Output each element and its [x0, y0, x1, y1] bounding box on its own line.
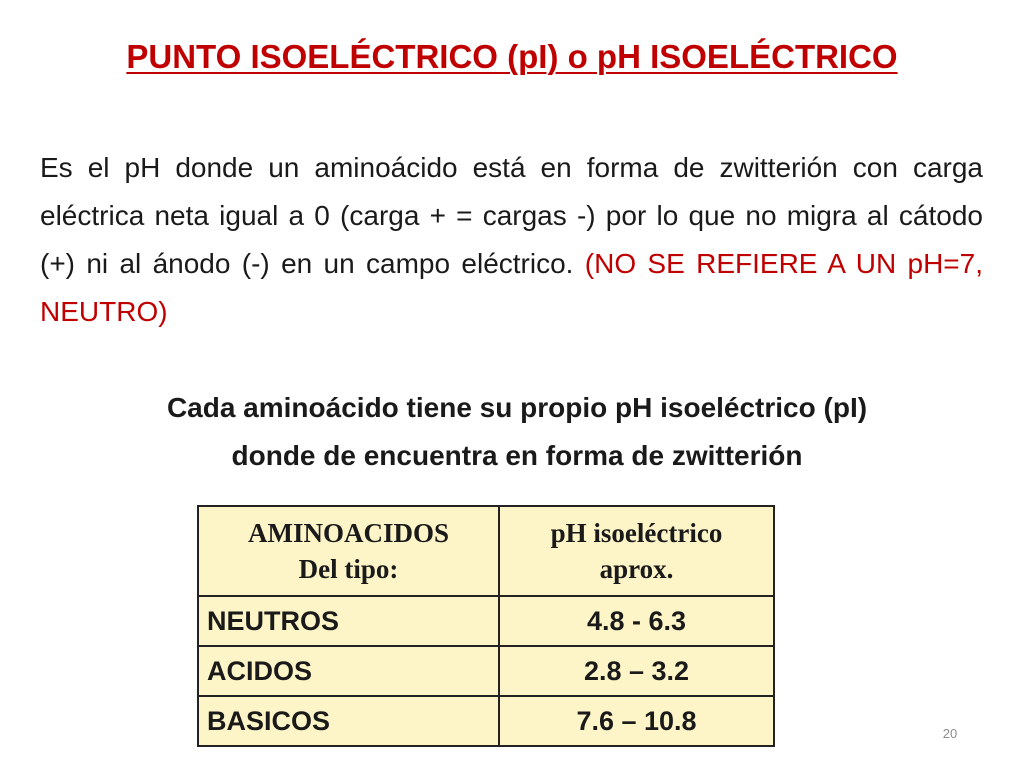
- emphasis-line-1: Cada aminoácido tiene su propio pH isoeléctrico (pI): [166, 392, 868, 423]
- table-row: [198, 646, 774, 696]
- definition-text: Es el pH donde un aminoácido está en forma de zwitterión con carga eléctrica neta igual a 0 (carga + = cargas -) por lo que no migra al cátodo (+) ni al ánodo (-) en un campo eléctrico.: [40, 152, 983, 279]
- slide-title: PUNTO ISOELÉCTRICO (pI) o pH ISOELÉCTRICO: [126, 38, 898, 75]
- ph-range-cell: 7.6 – 10.8: [499, 696, 774, 746]
- isoelectric-table: [197, 505, 775, 747]
- header-ph-value-line-1: pH isoeléctrico: [550, 518, 723, 548]
- header-ph-value: [499, 506, 774, 596]
- table-row: [198, 596, 774, 646]
- table-header-row: [198, 506, 774, 596]
- emphasis-line-2: donde de encuentra en forma de zwitterión: [231, 440, 803, 471]
- header-amino-type-line-2: Del tipo:: [298, 554, 399, 584]
- header-amino-type: [198, 506, 499, 596]
- amino-type-cell: BASICOS: [198, 696, 499, 746]
- definition-paragraph: [40, 144, 983, 336]
- header-ph-value-line-2: aprox.: [599, 554, 674, 584]
- amino-type-cell: NEUTROS: [198, 596, 499, 646]
- header-amino-type-line-1: AMINOACIDOS: [247, 518, 449, 548]
- slide-number: 20: [942, 726, 958, 741]
- amino-type-cell: ACIDOS: [198, 646, 499, 696]
- ph-range-cell: 4.8 - 6.3: [499, 596, 774, 646]
- ph-range-cell: 2.8 – 3.2: [499, 646, 774, 696]
- emphasis-statement: [0, 384, 1024, 480]
- table-row: [198, 696, 774, 746]
- definition-note: (NO SE REFIERE A UN pH=7, NEUTRO): [40, 248, 983, 327]
